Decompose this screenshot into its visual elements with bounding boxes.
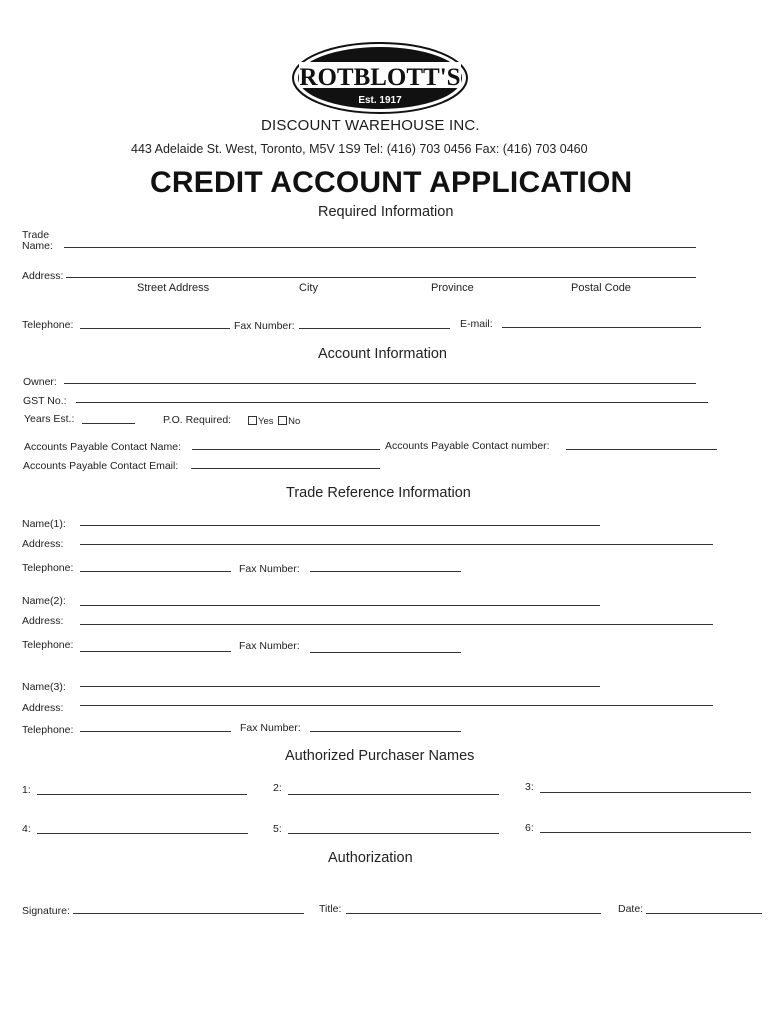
purchaser-4-field[interactable] <box>37 833 248 834</box>
ap-contact-number-field[interactable] <box>566 449 717 450</box>
province-caption: Province <box>431 282 474 294</box>
ref1-telephone-label: Telephone: <box>22 562 74 574</box>
purchaser-5-label: 5: <box>273 823 282 835</box>
years-est-label: Years Est.: <box>24 413 75 425</box>
postal-code-caption: Postal Code <box>571 282 631 294</box>
ref2-telephone-label: Telephone: <box>22 639 74 651</box>
po-required-label: P.O. Required: <box>163 414 232 426</box>
ref3-address-field[interactable] <box>80 705 713 706</box>
gst-label: GST No.: <box>23 395 67 407</box>
purchaser-6-field[interactable] <box>540 832 751 833</box>
gst-field[interactable] <box>76 402 708 403</box>
trade-name-field[interactable] <box>64 247 696 248</box>
purchaser-3-field[interactable] <box>540 792 751 793</box>
ref2-telephone-field[interactable] <box>80 651 231 652</box>
owner-field[interactable] <box>64 383 696 384</box>
ref2-fax-label: Fax Number: <box>239 640 300 652</box>
purchaser-1-label: 1: <box>22 784 31 796</box>
purchaser-3-label: 3: <box>525 781 534 793</box>
purchaser-2-label: 2: <box>273 782 282 794</box>
authorization-heading: Authorization <box>328 850 413 866</box>
logo-name: ROTBLOTT'S <box>299 64 461 91</box>
ref3-fax-label: Fax Number: <box>240 722 301 734</box>
ref1-fax-field[interactable] <box>310 571 461 572</box>
purchaser-2-field[interactable] <box>288 794 499 795</box>
street-address-caption: Street Address <box>137 282 210 294</box>
date-field[interactable] <box>646 913 762 914</box>
fax-field[interactable] <box>299 328 450 329</box>
trade-ref-heading: Trade Reference Information <box>286 485 471 501</box>
owner-label: Owner: <box>23 376 57 388</box>
purchaser-6-label: 6: <box>525 822 534 834</box>
name-label: Name: <box>22 240 53 252</box>
purchaser-5-field[interactable] <box>288 833 499 834</box>
ap-contact-email-field[interactable] <box>191 468 380 469</box>
trade-label: Trade <box>22 229 50 241</box>
account-heading: Account Information <box>318 346 447 362</box>
ref2-name-label: Name(2): <box>22 595 66 607</box>
yes-label: Yes <box>258 416 274 427</box>
ap-contact-name-label: Accounts Payable Contact Name: <box>24 441 181 453</box>
ref1-telephone-field[interactable] <box>80 571 231 572</box>
ap-contact-name-field[interactable] <box>192 449 380 450</box>
no-label: No <box>288 416 301 427</box>
rotblotts-logo <box>291 41 469 115</box>
required-heading: Required Information <box>318 204 454 220</box>
signature-field[interactable] <box>73 913 304 914</box>
title-field[interactable] <box>346 913 601 914</box>
telephone-label: Telephone: <box>22 319 74 331</box>
ap-contact-email-label: Accounts Payable Contact Email: <box>23 460 179 472</box>
ref3-address-label: Address: <box>22 702 64 714</box>
logo-est: Est. 1917 <box>358 95 402 106</box>
ref2-fax-field[interactable] <box>310 652 461 653</box>
ref3-telephone-field[interactable] <box>80 731 231 732</box>
purchaser-4-label: 4: <box>22 823 31 835</box>
date-label: Date: <box>618 903 644 915</box>
ref3-name-label: Name(3): <box>22 681 66 693</box>
po-options <box>248 416 300 427</box>
yes-checkbox[interactable] <box>248 416 257 425</box>
form-title: CREDIT ACCOUNT APPLICATION <box>150 166 633 199</box>
ref3-telephone-label: Telephone: <box>22 724 74 736</box>
ref1-fax-label: Fax Number: <box>239 563 300 575</box>
ref1-name-field[interactable] <box>80 525 600 526</box>
fax-label: Fax Number: <box>234 320 295 332</box>
ref2-address-field[interactable] <box>80 624 713 625</box>
no-checkbox[interactable] <box>278 416 287 425</box>
years-est-field[interactable] <box>82 423 135 424</box>
telephone-field[interactable] <box>80 328 230 329</box>
ref1-address-field[interactable] <box>80 544 713 545</box>
ref3-name-field[interactable] <box>80 686 600 687</box>
email-field[interactable] <box>502 327 701 328</box>
company-address: 443 Adelaide St. West, Toronto, M5V 1S9 Tel: (416) 703 0456 Fax: (416) 703 0460 <box>131 142 588 156</box>
title-label: Title: <box>319 903 342 915</box>
ref2-address-label: Address: <box>22 615 64 627</box>
ref2-name-field[interactable] <box>80 605 600 606</box>
address-label: Address: <box>22 270 64 282</box>
ref1-address-label: Address: <box>22 538 64 550</box>
email-label: E-mail: <box>460 318 493 330</box>
ref1-name-label: Name(1): <box>22 518 66 530</box>
company-name: DISCOUNT WAREHOUSE INC. <box>261 117 480 134</box>
signature-label: Signature: <box>22 905 70 917</box>
purchaser-1-field[interactable] <box>37 794 247 795</box>
address-field[interactable] <box>66 277 696 278</box>
city-caption: City <box>299 282 318 294</box>
ap-contact-number-label: Accounts Payable Contact number: <box>385 440 550 452</box>
purchasers-heading: Authorized Purchaser Names <box>285 748 475 764</box>
ref3-fax-field[interactable] <box>310 731 461 732</box>
